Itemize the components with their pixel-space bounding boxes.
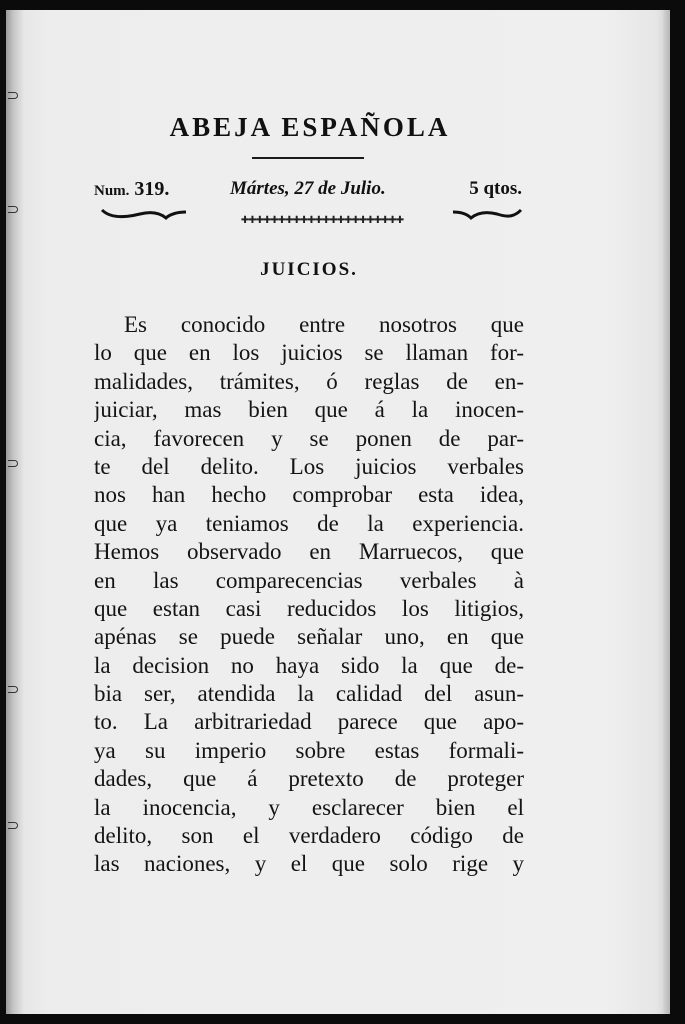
text-line: que ya teniamos de la experiencia.: [94, 510, 524, 536]
stitch-mark: [8, 460, 18, 467]
text-line: dades, que á pretexto de proteger: [94, 766, 524, 792]
page-binding: [6, 10, 24, 1014]
ornamental-rule: ✚✚✚✚✚✚✚✚✚✚✚✚✚✚✚✚✚✚✚✚✚✚: [240, 215, 404, 226]
stitch-mark: [8, 92, 18, 99]
issue-date: Mártes, 27 de Julio.: [230, 178, 386, 199]
text-line: cia, favorecen y se ponen de par-: [94, 425, 524, 451]
text-line: Es conocido entre nosotros que: [124, 312, 524, 337]
text-line: malidades, trámites, ó reglas de en-: [94, 368, 524, 394]
text-line: lo que en los juicios se llaman for-: [94, 340, 524, 366]
stitch-mark: [8, 686, 18, 693]
stitch-mark: [8, 206, 18, 213]
text-line: apénas se puede señalar uno, en que: [94, 624, 524, 650]
text-line: en las comparecencias verbales à: [94, 567, 524, 593]
issue-number-block: [94, 178, 169, 201]
text-line: Hemos observado en Marruecos, que: [94, 539, 524, 565]
text-line: delito, son el verdadero código de: [94, 823, 524, 849]
text-line: que estan casi reducidos los litigios,: [94, 595, 524, 621]
publication-title: ABEJA ESPAÑOLA: [169, 112, 451, 142]
text-line: la inocencia, y esclarecer bien el: [94, 794, 524, 820]
text-line: ya su imperio sobre estas formali-: [94, 737, 524, 763]
text-line: las naciones, y el que solo rige y: [94, 851, 524, 877]
issue-number: 319.: [134, 178, 170, 200]
issue-price: 5 qtos.: [469, 178, 522, 199]
title-divider: [252, 157, 364, 159]
swash-ornament-left-icon: [100, 204, 188, 222]
text-line: nos han hecho comprobar esta idea,: [94, 482, 524, 508]
article-body: [94, 311, 524, 879]
stitch-mark: [8, 822, 18, 829]
text-line: to. La arbitrariedad parece que apo-: [94, 709, 524, 735]
section-title: JUICIOS.: [260, 259, 358, 280]
issue-label: Num.: [94, 183, 130, 199]
text-line: bia ser, atendida la calidad del asun-: [94, 681, 524, 707]
text-line: juiciar, mas bien que á la inocen-: [94, 397, 524, 423]
text-line: te del delito. Los juicios verbales: [94, 453, 524, 479]
swash-ornament-right-icon: [451, 204, 523, 222]
page-edge-shadow: [662, 10, 670, 1014]
text-line: la decision no haya sido la que de-: [94, 652, 524, 678]
